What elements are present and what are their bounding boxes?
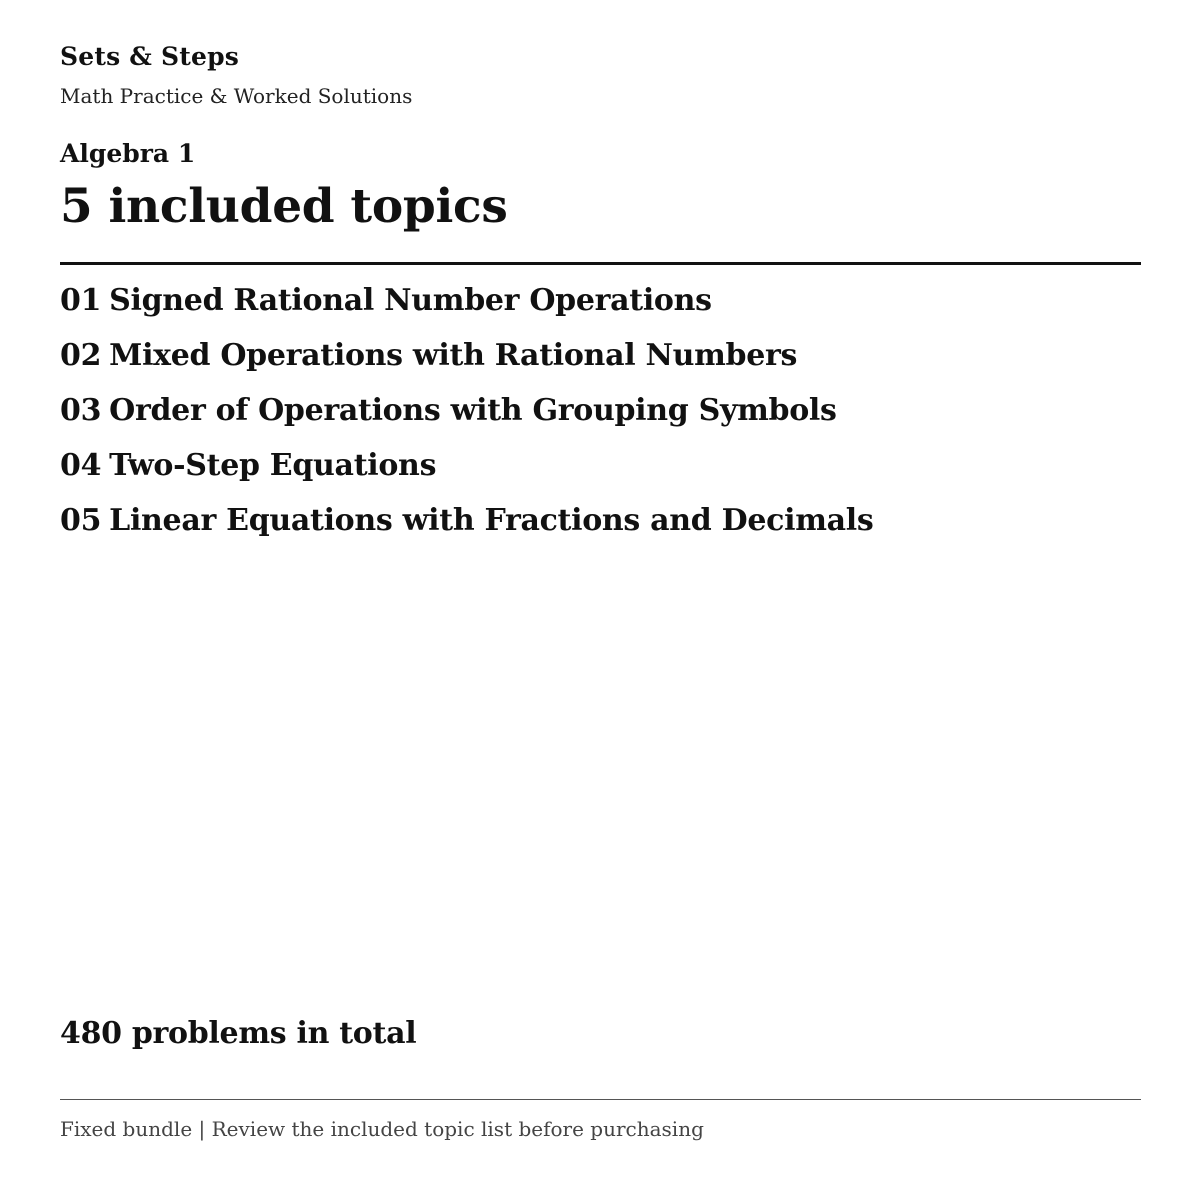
brand-name: Sets & Steps (60, 42, 240, 71)
topic-number: 02 (60, 338, 102, 373)
topic-item-04 (60, 446, 873, 501)
problem-total: 480 problems in total (60, 1016, 417, 1051)
topic-item-03 (60, 391, 873, 446)
topic-list (60, 281, 873, 556)
topic-item-02 (60, 336, 873, 391)
topic-number: 03 (60, 393, 102, 428)
footer-divider (60, 1099, 1141, 1100)
brand-tagline: Math Practice & Worked Solutions (60, 84, 413, 108)
topic-title: Order of Operations with Grouping Symbols (109, 393, 837, 428)
page-title: 5 included topics (60, 179, 508, 234)
course-title: Algebra 1 (60, 139, 196, 168)
header-divider (60, 262, 1141, 265)
topic-number: 05 (60, 503, 102, 538)
topic-number: 04 (60, 448, 102, 483)
topic-item-01 (60, 281, 873, 336)
topic-title: Two-Step Equations (109, 448, 437, 483)
footer-note: Fixed bundle | Review the included topic list before purchasing (60, 1117, 704, 1141)
topic-title: Linear Equations with Fractions and Decimals (109, 503, 874, 538)
bundle-page (60, 0, 1141, 1200)
topic-item-05 (60, 501, 873, 556)
topic-number: 01 (60, 283, 102, 318)
topic-title: Mixed Operations with Rational Numbers (109, 338, 798, 373)
topic-title: Signed Rational Number Operations (109, 283, 712, 318)
